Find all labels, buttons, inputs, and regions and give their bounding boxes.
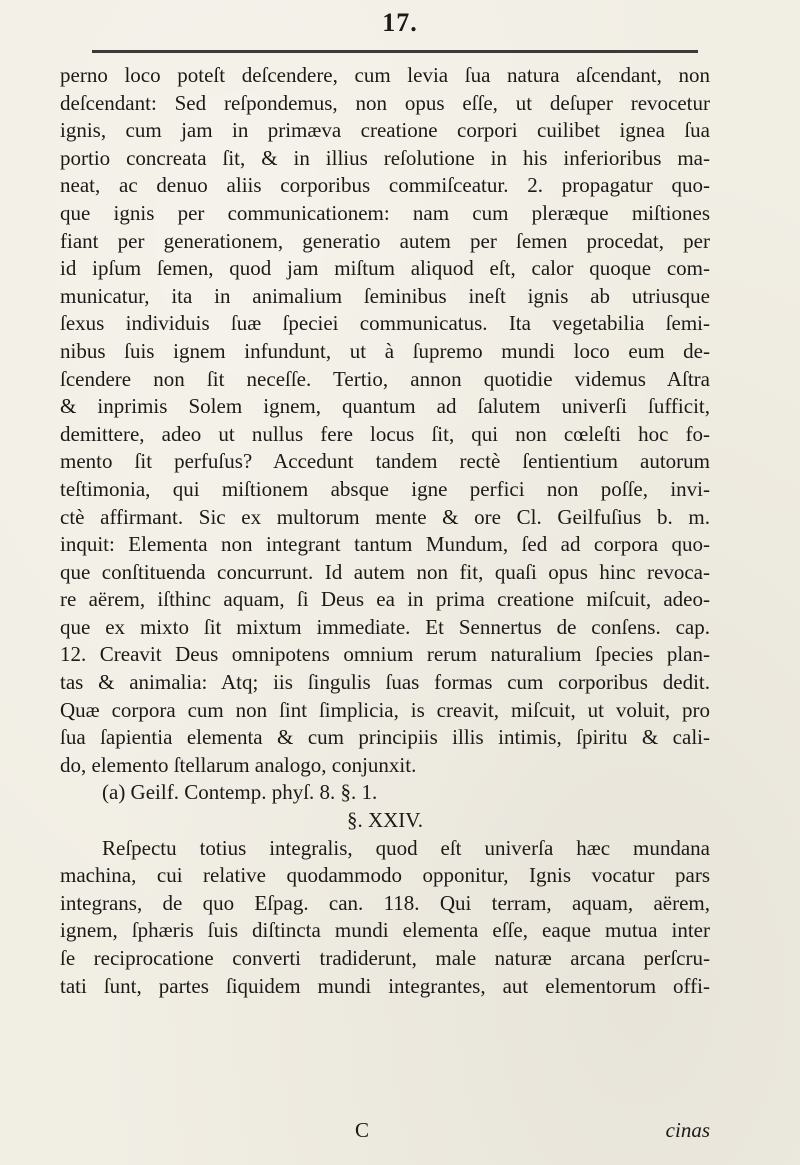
text-line: re aërem, iſthinc aquam, ſi Deus ea in prima creatione miſcuit, adeo- [60,587,710,612]
text-line: mento ſit perfuſus? Accedunt tandem rectè ſentientium autorum [60,449,710,474]
text-line: do, elemento ſtellarum analogo, conjunxit. [60,752,417,777]
catchword: cinas [665,1118,710,1142]
text-line: 12. Creavit Deus omnipotens omnium rerum naturalium ſpecies plan- [60,642,710,667]
header-rule [92,50,698,53]
signature-mark: C [355,1118,370,1142]
text-line: tas & animalia: Atq; iis ſingulis ſuas formas cum corporibus dedit. [60,670,710,695]
text-line: id ipſum ſemen, quod jam miſtum aliquod eſt, calor quoque com- [60,256,710,281]
text-line: ſua ſapientia elementa & cum principiis illis intimis, ſpiritu & cali- [60,725,710,750]
text-line: portio concreata ſit, & in illius reſolutione in his inferioribus ma- [60,145,710,170]
text-line: que ignis per communicationem: nam cum pleræque miſtiones [60,200,710,225]
text-line: tati ſunt, partes ſiquidem mundi integrantes, aut elementorum offi- [60,973,710,998]
text-line: deſcendant: Sed reſpondemus, non opus eſſe, ut deſuper revocetur [60,90,710,115]
footnote-reference: (a) Geilf. Contemp. phyſ. 8. §. 1. [102,780,378,805]
text-line: machina, cui relative quodammodo opponitur, Ignis vocatur pars [60,863,710,888]
page-number: 17. [382,8,418,37]
text-line: & inprimis Solem ignem, quantum ad ſalutem univerſi ſufficit, [60,394,710,419]
text-line: nibus ſuis ignem infundunt, ut à ſupremo mundi loco eum de- [60,338,710,363]
text-line: que conſtituenda concurrunt. Id autem non fit, quaſi opus hinc revoca- [60,559,710,584]
text-line: fiant per generationem, generatio autem per ſemen procedat, per [60,228,710,253]
text-line: ignis, cum jam in primæva creatione corpori cuilibet ignea ſua [60,118,710,143]
text-line: ſe reciprocatione converti tradiderunt, male naturæ arcana perſcru- [60,946,710,970]
text-line: municatur, ita in animalium ſeminibus ineſt ignis ab utriusque [60,283,710,308]
text-line: ignem, ſphæris ſuis diſtincta mundi elementa eſſe, eaque mutua inter [60,918,710,943]
text-line: demittere, adeo ut nullus fere locus ſit, qui non cœleſti hoc fo- [60,421,710,446]
text-line: ſcendere non ſit neceſſe. Tertio, annon quotidie videmus Aſtra [60,366,710,391]
text-line: ſexus individuis ſuæ ſpeciei communicatus. Ita vegetabilia ſemi- [60,311,710,336]
body-text [60,62,710,1000]
text-line: integrans, de quo Eſpag. can. 118. Qui terram, aquam, aërem, [60,890,710,915]
text-line: Reſpectu totius integralis, quod eſt univerſa hæc mundana [102,835,710,860]
text-line: que ex mixto ſit mixtum immediate. Et Sennertus de conſens. cap. [60,614,710,639]
page-footer [0,1116,800,1144]
text-line: inquit: Elementa non integrant tantum Mundum, ſed ad corpora quo- [60,532,710,557]
text-line: neat, ac denuo aliis corporibus commiſceatur. 2. propagatur quo- [60,173,710,198]
text-line: perno loco poteſt deſcendere, cum levia ſua natura aſcendant, non [60,63,710,87]
text-line: Quæ corpora cum non ſint ſimplicia, is creavit, miſcuit, ut voluit, pro [60,697,710,722]
section-heading: §. XXIV. [346,808,424,833]
text-line: ctè affirmant. Sic ex multorum mente & ore Cl. Geilfuſius b. m. [60,504,710,529]
text-line: teſtimonia, qui miſtionem absque igne perfici non poſſe, invi- [60,476,710,501]
